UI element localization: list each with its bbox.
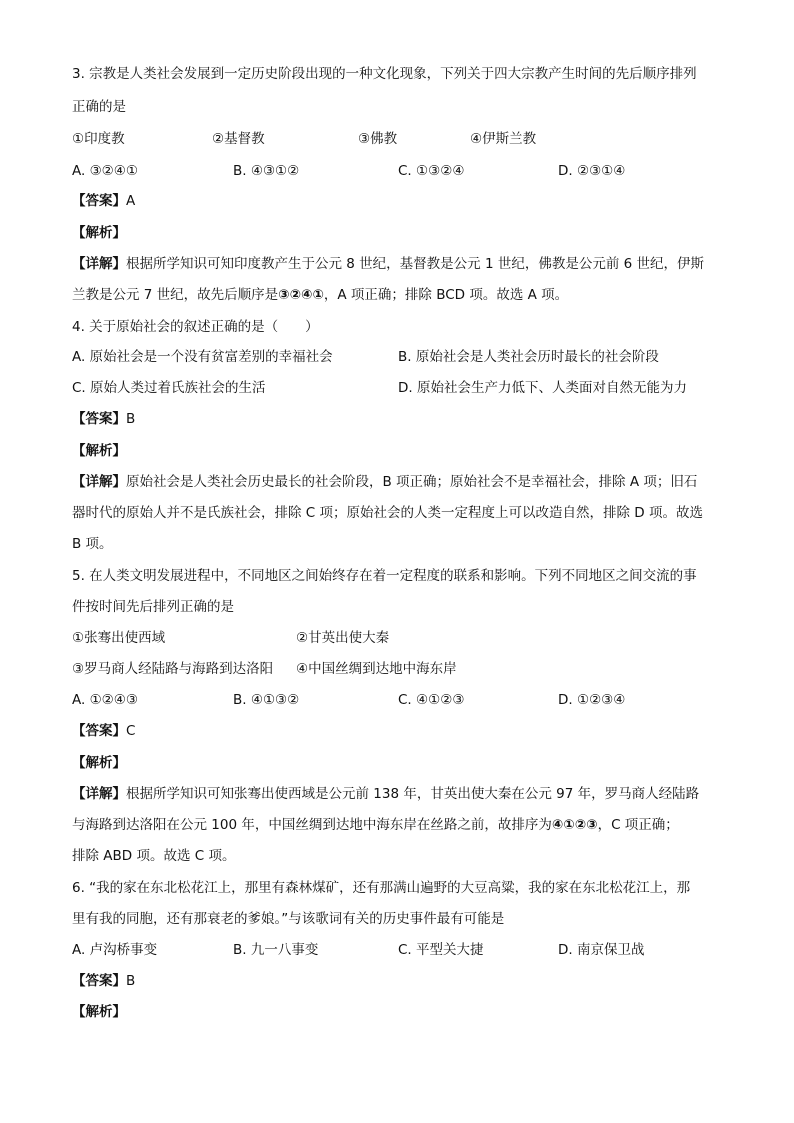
q4-answer: B: [126, 411, 136, 427]
q4-detail-line2: 器时代的原始人并不是氏族社会，排除 C 项；原始社会的人类一定程度上可以改造自然，排除 D 项。故选: [72, 505, 703, 521]
q3-stem-line1: 3. 宗教是人类社会发展到一定历史阶段出现的一种文化现象，下列关于四大宗教产生时间的先后顺序排列: [72, 66, 697, 82]
answer-label: 【答案】: [72, 723, 126, 739]
detail-label: 【详解】: [72, 256, 126, 272]
answer-label: 【答案】: [72, 973, 126, 989]
q5-item-1: ①张骞出使西域: [72, 630, 166, 646]
q5-detail-text1: 根据所学知识可知张骞出使西域是公元前 138 年，甘英出使大秦在公元 97 年，罗马商人经陆路: [126, 786, 700, 802]
q3-detail-text2b: ，A 项正确；排除 BCD 项。故选 A 项。: [323, 287, 569, 303]
q4-option-b: B. 原始社会是人类社会历时最长的社会阶段: [398, 349, 659, 365]
q3-detail-line1: [72, 254, 704, 274]
q4-detail-text1: 原始社会是人类社会历史最长的社会阶段，B 项正确；原始社会不是幸福社会，排除 A 项；旧石: [126, 474, 698, 490]
analysis-label: 【解析】: [72, 1004, 126, 1020]
q3-item-4: ④伊斯兰教: [470, 131, 537, 147]
detail-label: 【详解】: [72, 474, 126, 490]
q5-detail-text2a: 与海路到达洛阳在公元 100 年，中国丝绸到达地中海东岸在丝路之前，故排序为: [72, 817, 552, 833]
q3-detail-sequence: ③②④①: [278, 287, 324, 303]
q3-option-d: D. ②③①④: [558, 163, 626, 179]
q3-answer: A: [126, 193, 136, 209]
q6-option-a: A. 卢沟桥事变: [72, 942, 158, 958]
q5-option-c: C. ④①②③: [398, 692, 465, 708]
q5-detail-line3: 排除 ABD 项。故选 C 项。: [72, 848, 236, 864]
q6-option-d: D. 南京保卫战: [558, 942, 645, 958]
q5-answer-line: [72, 721, 135, 741]
q3-item-3: ③佛教: [358, 131, 398, 147]
q6-stem-line1: 6. “我的家在东北松花江上，那里有森林煤矿，还有那满山遍野的大豆高粱，我的家在东北松花江上，那: [72, 880, 691, 896]
q4-option-d: D. 原始社会生产力低下、人类面对自然无能为力: [398, 380, 687, 396]
q5-answer: C: [126, 723, 136, 739]
q4-answer-line: [72, 409, 135, 429]
analysis-label: 【解析】: [72, 755, 126, 771]
analysis-label: 【解析】: [72, 443, 126, 459]
q5-detail-line1: [72, 784, 699, 804]
q5-option-d: D. ①②③④: [558, 692, 626, 708]
q5-analysis-line: [72, 753, 126, 773]
q3-option-c: C. ①③②④: [398, 163, 465, 179]
q4-option-a: A. 原始社会是一个没有贫富差别的幸福社会: [72, 349, 333, 365]
q3-item-2: ②基督教: [212, 131, 265, 147]
q6-option-c: C. 平型关大捷: [398, 942, 484, 958]
q3-detail-text1: 根据所学知识可知印度教产生于公元 8 世纪，基督教是公元 1 世纪，佛教是公元前 6 世纪，伊斯: [126, 256, 705, 272]
q3-detail-line2: [72, 285, 568, 305]
q4-detail-line1: [72, 472, 697, 492]
q5-item-3: ③罗马商人经陆路与海路到达洛阳: [72, 661, 274, 677]
q5-item-2: ②甘英出使大秦: [296, 630, 390, 646]
q3-option-a: A. ③②④①: [72, 163, 138, 179]
q5-detail-text2b: ，C 项正确；: [597, 817, 679, 833]
q3-detail-text2a: 兰教是公元 7 世纪，故先后顺序是: [72, 287, 279, 303]
q6-answer: B: [126, 973, 136, 989]
q3-stem-line2: 正确的是: [72, 99, 126, 115]
q5-option-a: A. ①②④③: [72, 692, 138, 708]
q3-option-b: B. ④③①②: [233, 163, 300, 179]
q3-analysis-line: [72, 223, 126, 243]
q5-stem-line1: 5. 在人类文明发展进程中，不同地区之间始终存在着一定程度的联系和影响。下列不同地区之间交流的事: [72, 568, 697, 584]
q5-option-b: B. ④①③②: [233, 692, 300, 708]
q4-stem: 4. 关于原始社会的叙述正确的是（ ）: [72, 319, 319, 335]
q4-option-c: C. 原始人类过着氏族社会的生活: [72, 380, 266, 396]
q4-detail-line3: B 项。: [72, 536, 113, 552]
q6-analysis-line: [72, 1002, 126, 1022]
q6-stem-line2: 里有我的同胞，还有那衰老的爹娘。”与该歌词有关的历史事件最有可能是: [72, 911, 505, 927]
q5-detail-sequence: ④①②③: [551, 817, 598, 833]
answer-label: 【答案】: [72, 193, 126, 209]
q5-detail-line2: [72, 815, 679, 835]
answer-label: 【答案】: [72, 411, 126, 427]
q3-answer-line: [72, 191, 135, 211]
q5-stem-line2: 件按时间先后排列正确的是: [72, 599, 234, 615]
q6-answer-line: [72, 971, 135, 991]
q4-analysis-line: [72, 441, 126, 461]
analysis-label: 【解析】: [72, 225, 126, 241]
q5-item-4: ④中国丝绸到达地中海东岸: [296, 661, 457, 677]
q3-item-1: ①印度教: [72, 131, 125, 147]
detail-label: 【详解】: [72, 786, 126, 802]
q6-option-b: B. 九一八事变: [233, 942, 319, 958]
